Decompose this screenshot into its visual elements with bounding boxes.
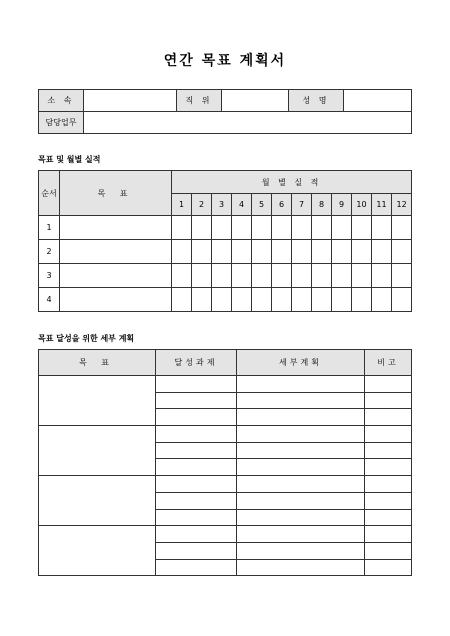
note-cell[interactable] (365, 442, 412, 459)
month-header: 2 (192, 194, 212, 216)
task-cell[interactable] (156, 476, 237, 493)
note-cell[interactable] (365, 426, 412, 443)
note-cell[interactable] (365, 542, 412, 559)
goal-cell[interactable] (60, 216, 172, 240)
month-cell[interactable] (292, 264, 312, 288)
goal-cell[interactable] (39, 526, 156, 576)
plan-cell[interactable] (237, 426, 365, 443)
month-cell[interactable] (272, 288, 292, 312)
month-cell[interactable] (292, 240, 312, 264)
row-number: 1 (39, 216, 60, 240)
month-cell[interactable] (372, 216, 392, 240)
month-cell[interactable] (252, 240, 272, 264)
month-header: 10 (352, 194, 372, 216)
month-cell[interactable] (212, 240, 232, 264)
note-cell[interactable] (365, 392, 412, 409)
note-cell[interactable] (365, 409, 412, 426)
page-title: 연간 목표 계획서 (163, 53, 287, 69)
month-cell[interactable] (192, 264, 212, 288)
goal-cell[interactable] (60, 288, 172, 312)
note-cell[interactable] (365, 376, 412, 393)
table-row (39, 216, 412, 240)
task-cell[interactable] (156, 542, 237, 559)
plan-cell[interactable] (237, 392, 365, 409)
task-cell[interactable] (156, 526, 237, 543)
month-cell[interactable] (392, 264, 412, 288)
month-cell[interactable] (352, 216, 372, 240)
month-cell[interactable] (172, 264, 192, 288)
col-goal-header: 목 표 (60, 171, 172, 216)
note-cell[interactable] (365, 559, 412, 576)
month-cell[interactable] (312, 264, 332, 288)
note-cell[interactable] (365, 492, 412, 509)
month-cell[interactable] (252, 288, 272, 312)
month-cell[interactable] (232, 288, 252, 312)
month-cell[interactable] (192, 216, 212, 240)
month-cell[interactable] (232, 216, 252, 240)
task-cell[interactable] (156, 426, 237, 443)
row-number: 3 (39, 264, 60, 288)
table-row (39, 240, 412, 264)
month-cell[interactable] (232, 264, 252, 288)
month-cell[interactable] (312, 216, 332, 240)
detail-plan-table (38, 349, 412, 576)
month-header: 11 (372, 194, 392, 216)
month-header: 3 (212, 194, 232, 216)
task-cell[interactable] (156, 492, 237, 509)
month-cell[interactable] (312, 240, 332, 264)
name-value-cell[interactable] (344, 90, 412, 112)
month-cell[interactable] (372, 240, 392, 264)
month-cell[interactable] (272, 240, 292, 264)
note-cell[interactable] (365, 526, 412, 543)
col-note-header: 비고 (365, 350, 412, 376)
col-order-header: 순서 (39, 171, 60, 216)
task-cell[interactable] (156, 409, 237, 426)
note-cell[interactable] (365, 509, 412, 526)
month-cell[interactable] (312, 288, 332, 312)
month-header: 1 (172, 194, 192, 216)
table-row (39, 376, 412, 393)
position-value-cell[interactable] (222, 90, 289, 112)
plan-cell[interactable] (237, 559, 365, 576)
duty-label: 담당업무 (39, 112, 84, 134)
month-cell[interactable] (392, 240, 412, 264)
month-cell[interactable] (332, 240, 352, 264)
month-header: 9 (332, 194, 352, 216)
task-cell[interactable] (156, 392, 237, 409)
monthly-results-table (38, 170, 412, 312)
month-cell[interactable] (332, 216, 352, 240)
table-row (39, 426, 412, 443)
note-cell[interactable] (365, 459, 412, 476)
info-table (38, 89, 412, 134)
month-cell[interactable] (272, 216, 292, 240)
month-cell[interactable] (172, 288, 192, 312)
month-header: 5 (252, 194, 272, 216)
row-number: 2 (39, 240, 60, 264)
col-task-header: 달성과제 (156, 350, 237, 376)
month-cell[interactable] (192, 240, 212, 264)
plan-cell[interactable] (237, 492, 365, 509)
month-cell[interactable] (352, 288, 372, 312)
month-cell[interactable] (392, 288, 412, 312)
month-cell[interactable] (292, 288, 312, 312)
month-cell[interactable] (212, 216, 232, 240)
plan-cell[interactable] (237, 476, 365, 493)
plan-cell[interactable] (237, 409, 365, 426)
plan-cell[interactable] (237, 459, 365, 476)
col-monthly-header: 월 별 실 적 (172, 171, 412, 194)
month-header: 4 (232, 194, 252, 216)
month-cell[interactable] (372, 288, 392, 312)
plan-cell[interactable] (237, 542, 365, 559)
duty-value-cell[interactable] (84, 112, 412, 134)
month-cell[interactable] (172, 216, 192, 240)
month-cell[interactable] (192, 288, 212, 312)
section1-heading: 목표 및 월별 실적 (38, 155, 101, 164)
month-cell[interactable] (392, 216, 412, 240)
month-cell[interactable] (252, 216, 272, 240)
month-cell[interactable] (232, 240, 252, 264)
month-cell[interactable] (372, 264, 392, 288)
month-header: 6 (272, 194, 292, 216)
table-row (39, 526, 412, 543)
month-cell[interactable] (212, 288, 232, 312)
goal-cell[interactable] (60, 264, 172, 288)
row-number: 4 (39, 288, 60, 312)
task-cell[interactable] (156, 559, 237, 576)
month-cell[interactable] (172, 240, 192, 264)
plan-cell[interactable] (237, 442, 365, 459)
table-row (39, 264, 412, 288)
table-row (39, 476, 412, 493)
month-cell[interactable] (292, 216, 312, 240)
dept-value-cell[interactable] (84, 90, 177, 112)
month-cell[interactable] (252, 264, 272, 288)
col-goal-header-2: 목 표 (39, 350, 156, 376)
dept-label: 소 속 (39, 90, 84, 112)
month-header: 12 (392, 194, 412, 216)
plan-cell[interactable] (237, 509, 365, 526)
plan-cell[interactable] (237, 526, 365, 543)
section2-heading: 목표 달성을 위한 세부 계획 (38, 334, 135, 343)
goal-cell[interactable] (39, 426, 156, 476)
task-cell[interactable] (156, 509, 237, 526)
month-cell[interactable] (332, 288, 352, 312)
plan-cell[interactable] (237, 376, 365, 393)
goal-cell[interactable] (39, 476, 156, 526)
month-header: 7 (292, 194, 312, 216)
note-cell[interactable] (365, 476, 412, 493)
month-cell[interactable] (332, 264, 352, 288)
goal-cell[interactable] (60, 240, 172, 264)
task-cell[interactable] (156, 442, 237, 459)
month-header: 8 (312, 194, 332, 216)
col-plan-header: 세부계획 (237, 350, 365, 376)
task-cell[interactable] (156, 376, 237, 393)
position-label: 직 위 (177, 90, 222, 112)
task-cell[interactable] (156, 459, 237, 476)
name-label: 성 명 (289, 90, 344, 112)
month-cell[interactable] (212, 264, 232, 288)
month-cell[interactable] (352, 264, 372, 288)
month-cell[interactable] (352, 240, 372, 264)
table-row (39, 288, 412, 312)
goal-cell[interactable] (39, 376, 156, 426)
month-cell[interactable] (272, 264, 292, 288)
